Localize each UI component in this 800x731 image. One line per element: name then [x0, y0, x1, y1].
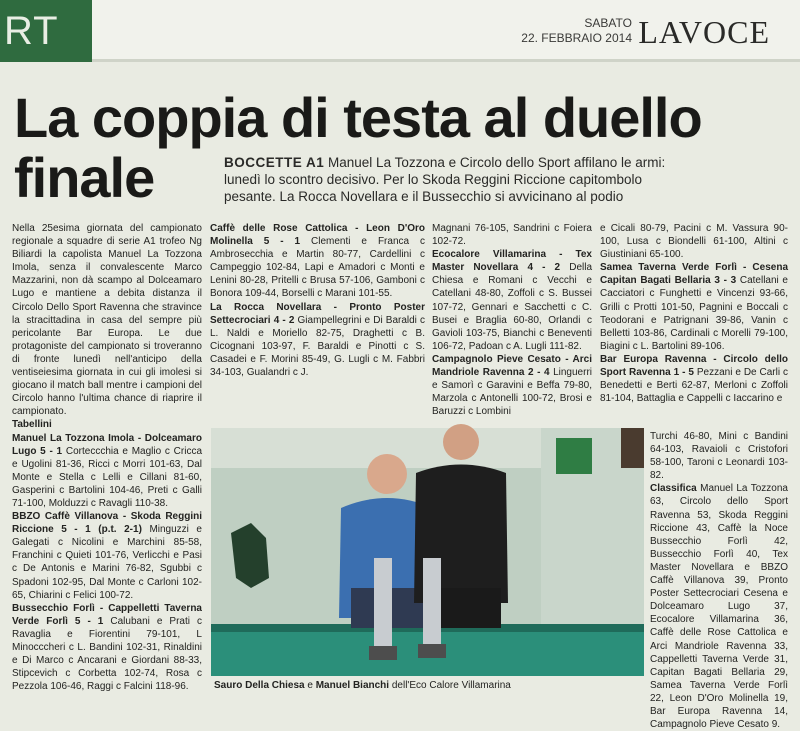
continued-text: Turchi 46-80, Mini c Bandini 64-103, Ravaioli c Cristofori 58-100, Taroni c Leonardi 103-82. — [650, 431, 788, 482]
intro-paragraph: Nella 25esima giornata del campionato regionale a squadre di serie A1 trofeo Ng Biliardi la capolista Manuel La Tozzona Imola, senza il convalescente Marco Mazzarini, non dà scampo al Dolceamaro Lugo e mantiene a debita distanza il Circolo Dello Sport Ravenna che stravince la stracittadina in casa del sempre più pericolante Bar Europa. Le due protagoniste del campionato si troveranno di fronte lunedì nell'anticipo della ventiseiesima giornata in cui gli imolesi si giocano il match ball mentre i campioni del Circolo hanno l'ultima chance di riaprire il campionato. — [12, 223, 202, 418]
section-tag: RT — [0, 0, 92, 62]
weekday: SABATO — [584, 16, 632, 30]
tabellini-label: Tabellini — [12, 419, 52, 431]
column-1 — [12, 222, 202, 693]
result-block — [12, 510, 202, 602]
result-block — [12, 432, 202, 511]
result-block — [210, 301, 425, 380]
result-text: Corteccchia e Maglio c Cricca e Ugolini 81-36, Ricci c Morri 101-63, Dal Monte e Stella c Lelli e Cillani 81-60, Gasperini c Bartolini 104-46, Preti c Galli 71-100, Molduzzi c Ravagli 110-38. — [12, 445, 202, 509]
subhead-text: Manuel La Tozzona e Circolo dello Sport affilano le armi: lunedì lo scontro decisivo. Per lo Skoda Reggini Riccione capitombolo pesante. La Rocca Novellara e il Bussecchio si avvicinano al podio — [224, 155, 666, 204]
result-block — [600, 261, 788, 353]
classifica-block — [650, 482, 788, 731]
result-text: Clementi e Franca c Ambrosecchia e Martin 80-77, Cardellini c Campeggio 102-84, Lapi e Amadori c Monti e Lenini 80-28, Pritelli c Brusa 57-106, Gamboni c Bonora 109-44, Borselli c Marani 101-55. — [210, 236, 426, 300]
result-team: Manuel La Tozzona Imola - Dolceamaro Lugo 5 - 1 — [12, 432, 202, 457]
column-3 — [432, 222, 592, 418]
result-text: Catellani e Cacciatori c Funghetti e Vincenzi 93-66, Grilli c Protti 101-50, Pagnini e Boccali c Teodorani e Patrignani 39-86, Vanin c Belletti 103-86, Cardinali c Morelli 79-100, Biagini c L. Bartolini 89-106. — [600, 275, 788, 352]
date: 22. FEBBRAIO 2014 — [521, 31, 632, 45]
caption-rest: dell'Eco Calore Villamarina — [391, 680, 511, 691]
result-team: La Rocca Novellara - Pronto Poster Settecrociari 4 - 2 — [210, 301, 425, 326]
result-block — [210, 222, 425, 301]
caption-name-1: Sauro Della Chiesa — [214, 680, 305, 691]
result-team: Bar Europa Ravenna - Circolo dello Sport Ravenna 1 - 5 — [600, 353, 788, 379]
result-text: Della Chiesa e Romani c Vecchi e Catellani 48-80, Zoffoli c S. Bussei 107-72, Gennari e Sacchetti c C. Busei e Braglia 60-80, Orlandi c Gavioli 103-75, Bianchi c Beneventi 106-72, Padoan c A. Lugli 111-82. — [432, 262, 593, 352]
column-4-lower — [650, 430, 788, 731]
result-team: Caffè delle Rose Cattolica - Leon D'Oro Molinella 5 - 1 — [210, 223, 425, 248]
result-block — [12, 602, 202, 694]
caption-name-2: Manuel Bianchi — [315, 680, 390, 691]
result-block — [600, 353, 788, 405]
result-text: Calubani e Prati c Ravaglia e Fiorentini 79-101, L Minocccheri c L. Bandini 102-31, Rinaldini e Di Marco c Ancarani e Giordani 88-33, Stipcevich c Corbetta 102-74, Rosa c Pezzola 106-46, Raggi c Falcini 118-96. — [12, 615, 202, 693]
team-photo — [211, 428, 644, 676]
result-team: Bussecchio Forlì - Cappelletti Taverna Verde Forlì 5 - 1 — [12, 602, 202, 627]
classifica-label: Classifica — [650, 483, 697, 495]
result-team: Ecocalore Villamarina - Tex Master Novellara 4 - 2 — [432, 249, 592, 274]
photo-illustration — [211, 428, 644, 676]
result-team: Samea Taverna Verde Forlì - Cesena Capitan Bagati Bellaria 3 - 3 — [600, 262, 788, 287]
result-text: Linguerri e Samorì c Garavini e Beffa 79-80, Marzola c Antonelli 100-72, Brosi e Baruzzi c Lombini — [432, 367, 592, 418]
result-text: Giampellegrini e Di Baraldi c L. Naldi e Moriello 82-75, Draghetti c B. Cicognani 103-97, F. Baraldi e Pinotti c S. Casadei e F. Morini 85-49, G. Lugli c M. Fabbri 34-103, Gualandri c J. — [210, 314, 426, 379]
newspaper-logo: LAVOCE — [638, 14, 770, 50]
column-4 — [600, 222, 788, 405]
result-text: Pezzani e De Carli c Benedetti e Berti 62-87, Merloni c Zoffoli 81-104, Battaglia e Cappelli c Iaccarino e — [600, 367, 788, 405]
result-block — [432, 248, 592, 353]
date-block — [521, 16, 632, 46]
result-team: Campagnolo Pieve Cesato - Arci Mandriole Ravenna 2 - 4 — [432, 353, 592, 379]
article-subhead — [224, 154, 694, 205]
page-header — [0, 0, 800, 62]
result-block — [432, 353, 592, 418]
classifica-text: Manuel La Tozzona 63, Circolo dello Sport Ravenna 53, Skoda Reggini Riccione 43, Caffè la Noce Bussecchio Forlì 42, Bussecchio Forlì 40, Tex Master Novellara e BBZO Caffè Villanova 39, Pronto Poster Settecrociari Cesena e Dolceamaro Lugo 37, Ecocalore Villamarina 36, Caffè delle Rose Cattolica e Arci Mandriole Ravenna 33, Cappelletti Taverna Verde 31, Capitan Bagati Bellaria 29, Samea Taverna Verde Forlì 22, Leon D'Oro Molinella 19, Bar Europa Ravenna 14, Campagnolo Pieve Cesato 9. — [650, 483, 788, 731]
caption-and: e — [307, 680, 313, 691]
article-title: La coppia di testa al duello finale — [14, 86, 702, 209]
result-team: BBZO Caffè Villanova - Skoda Reggini Riccione 5 - 1 (p.t. 2-1) — [12, 511, 202, 536]
column-2 — [210, 222, 425, 379]
result-text: Minguzzi e Galegati c Nicolini e Marchini 85-58, Franchini c Quieti 101-76, Verlicchi e Pasi c De Antonis e Marini 76-82, Sgubbi c Spadoni 102-95, Dal Monte c Carloni 102-65, Chiarini c Felici 100-72. — [12, 524, 202, 601]
continued-text: e Cicali 80-79, Pacini c M. Vassura 90-100, Lusa c Biondelli 61-100, Altini c Giustiniani 65-100. — [600, 223, 788, 261]
photo-caption — [214, 680, 644, 691]
kicker: BOCCETTE A1 — [224, 155, 325, 170]
continued-text: Magnani 76-105, Sandrini c Foiera 102-72. — [432, 223, 592, 248]
